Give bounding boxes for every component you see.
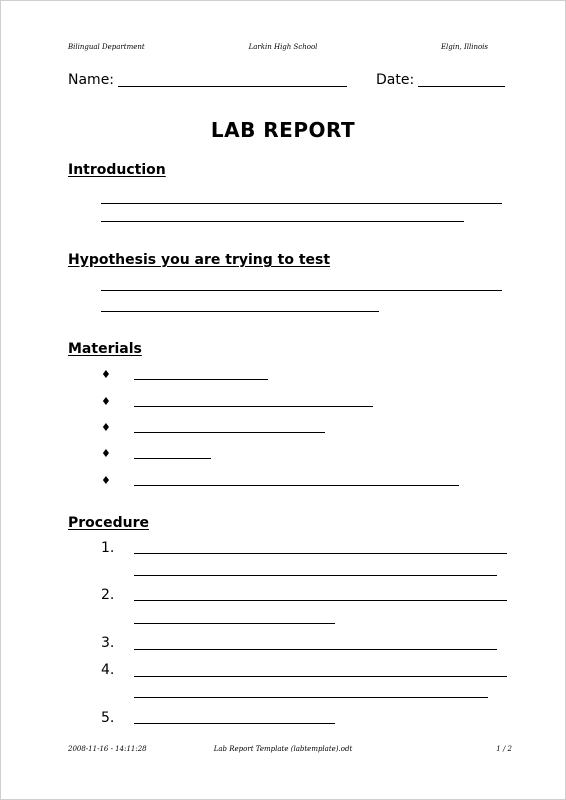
procedure-step-number: 2.: [101, 587, 115, 603]
hypothesis-heading: Hypothesis you are trying to test: [68, 252, 331, 268]
procedure-step-number: 5.: [101, 710, 115, 726]
diamond-icon: ♦: [101, 421, 111, 434]
introduction-line[interactable]: [101, 203, 502, 204]
hypothesis-line[interactable]: [101, 311, 379, 312]
page-title: LAB REPORT: [210, 118, 356, 142]
procedure-step-number: 3.: [101, 635, 115, 651]
diamond-icon: ♦: [101, 395, 111, 408]
header-department: Bilingual Department: [68, 43, 145, 51]
procedure-step-number: 1.: [101, 540, 115, 556]
footer-page-number: 1 / 2: [496, 745, 512, 753]
procedure-line[interactable]: [134, 723, 335, 724]
procedure-line[interactable]: [134, 575, 497, 576]
introduction-line[interactable]: [101, 221, 464, 222]
footer-filename: Lab Report Template (labtemplate).odt: [213, 745, 353, 753]
material-line[interactable]: [134, 458, 211, 459]
name-label: Name:: [68, 72, 115, 88]
procedure-line[interactable]: [134, 697, 488, 698]
material-line[interactable]: [134, 432, 325, 433]
procedure-line[interactable]: [134, 623, 335, 624]
diamond-icon: ♦: [101, 474, 111, 487]
procedure-line[interactable]: [134, 600, 507, 601]
footer-timestamp: 2008-11-16 - 14:11:28: [68, 745, 147, 753]
introduction-heading: Introduction: [68, 162, 166, 178]
diamond-icon: ♦: [101, 447, 111, 460]
date-field[interactable]: [418, 86, 505, 87]
material-line[interactable]: [134, 379, 268, 380]
diamond-icon: ♦: [101, 368, 111, 381]
procedure-line[interactable]: [134, 649, 497, 650]
material-line[interactable]: [134, 406, 373, 407]
header-location: Elgin, Illinois: [440, 43, 488, 51]
name-field[interactable]: [118, 86, 347, 87]
header-school: Larkin High School: [248, 43, 318, 51]
procedure-line[interactable]: [134, 553, 507, 554]
date-label: Date:: [376, 72, 415, 88]
procedure-line[interactable]: [134, 676, 507, 677]
materials-heading: Materials: [68, 341, 142, 357]
procedure-step-number: 4.: [101, 662, 115, 678]
hypothesis-line[interactable]: [101, 290, 502, 291]
procedure-heading: Procedure: [68, 515, 149, 531]
material-line[interactable]: [134, 485, 459, 486]
